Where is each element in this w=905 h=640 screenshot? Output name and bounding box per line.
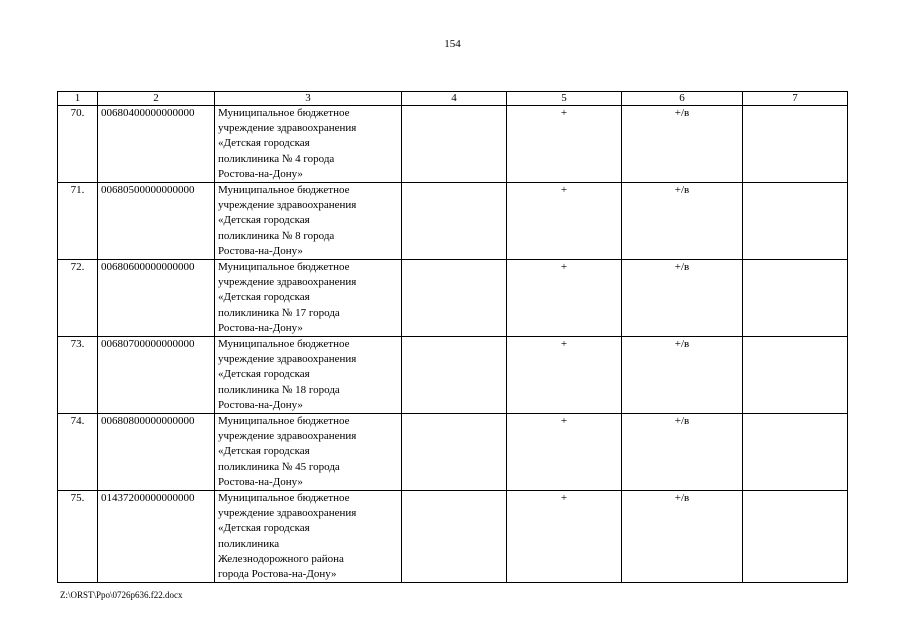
table-body [58,106,848,583]
institution-name-line: Муниципальное бюджетное [218,107,350,119]
institution-name-line: учреждение здравоохранения [218,353,357,366]
institution-name-line: «Детская городская [218,291,310,304]
row-institution-name [215,337,402,414]
footer-file-path: Z:\ORST\Ppo\0726p636.f22.docx [60,590,183,600]
header-cell-1: 1 [58,92,98,106]
row-col6-mark: +/в [622,260,743,337]
institution-name-line: Ростова-на-Дону» [218,398,303,411]
institution-name-line: Ростова-на-Дону» [218,321,303,334]
table-row [58,106,848,183]
row-number: 71. [58,183,98,260]
institutions-table [57,91,848,583]
institution-name-line: Муниципальное бюджетное [218,261,350,274]
header-cell-4: 4 [402,92,507,106]
row-col5-mark: + [507,414,622,491]
row-institution-name [215,491,402,583]
header-cell-6: 6 [622,92,743,106]
table-row [58,414,848,491]
row-institution-name [215,106,402,183]
row-number: 72. [58,260,98,337]
institution-name-line: учреждение здравоохранения [218,507,357,520]
row-col4 [402,414,507,491]
header-row [58,92,848,106]
row-col5-mark: + [507,337,622,414]
row-col7 [743,491,848,583]
header-cell-3: 3 [215,92,402,106]
institution-name-line: поликлиника № 45 города [218,460,340,473]
row-code: 00680500000000000 [98,183,215,260]
row-col6-mark: +/в [622,106,743,183]
table-row [58,337,848,414]
institution-name-line: поликлиника № 18 города [218,383,340,396]
institution-name-line: Муниципальное бюджетное [218,415,350,428]
row-number: 73. [58,337,98,414]
row-number: 70. [58,106,98,183]
institution-name-line: Железнодорожного района [218,552,344,565]
row-col7 [743,414,848,491]
row-code: 00680600000000000 [98,260,215,337]
row-institution-name [215,183,402,260]
row-col5-mark: + [507,491,622,583]
row-col7 [743,260,848,337]
table-row [58,491,848,583]
row-code: 00680400000000000 [98,106,215,183]
institution-name-line: учреждение здравоохранения [218,122,357,135]
header-cell-2: 2 [98,92,215,106]
institution-name-line: поликлиника № 8 города [218,229,335,242]
institution-name-line: «Детская городская [218,445,310,458]
institution-name-line: поликлиника [218,537,280,550]
institution-name-line: поликлиника № 4 города [218,152,335,165]
row-col4 [402,491,507,583]
row-code: 01437200000000000 [98,491,215,583]
institution-name-line: учреждение здравоохранения [218,199,357,212]
table-row [58,260,848,337]
row-col7 [743,183,848,260]
institution-name-line: «Детская городская [218,214,310,227]
institution-name-line: учреждение здравоохранения [218,276,357,289]
institution-name-line: Муниципальное бюджетное [218,184,350,197]
row-institution-name [215,260,402,337]
row-number: 74. [58,414,98,491]
row-col5-mark: + [507,183,622,260]
row-col7 [743,337,848,414]
header-cell-7: 7 [743,92,848,106]
row-col6-mark: +/в [622,337,743,414]
institution-name-line: Муниципальное бюджетное [218,492,350,505]
institution-name-line: «Детская городская [218,137,310,150]
row-col5-mark: + [507,260,622,337]
institution-name-line: «Детская городская [218,522,310,535]
header-cell-5: 5 [507,92,622,106]
row-code: 00680800000000000 [98,414,215,491]
row-col4 [402,183,507,260]
institution-name-line: города Ростова-на-Дону» [218,568,337,581]
row-col6-mark: +/в [622,414,743,491]
institution-name-line: Муниципальное бюджетное [218,338,350,351]
row-col7 [743,106,848,183]
institution-name-line: «Детская городская [218,368,310,381]
row-col4 [402,106,507,183]
institution-name-line: учреждение здравоохранения [218,430,357,443]
row-col5-mark: + [507,106,622,183]
row-institution-name [215,414,402,491]
institution-name-line: Ростова-на-Дону» [218,167,303,180]
row-col6-mark: +/в [622,183,743,260]
institution-name-line: Ростова-на-Дону» [218,244,303,257]
row-col4 [402,337,507,414]
row-code: 00680700000000000 [98,337,215,414]
institution-name-line: поликлиника № 17 города [218,306,340,319]
row-col4 [402,260,507,337]
page-number: 154 [444,38,461,50]
row-number: 75. [58,491,98,583]
table-row [58,183,848,260]
institution-name-line: Ростова-на-Дону» [218,475,303,488]
row-col6-mark: +/в [622,491,743,583]
